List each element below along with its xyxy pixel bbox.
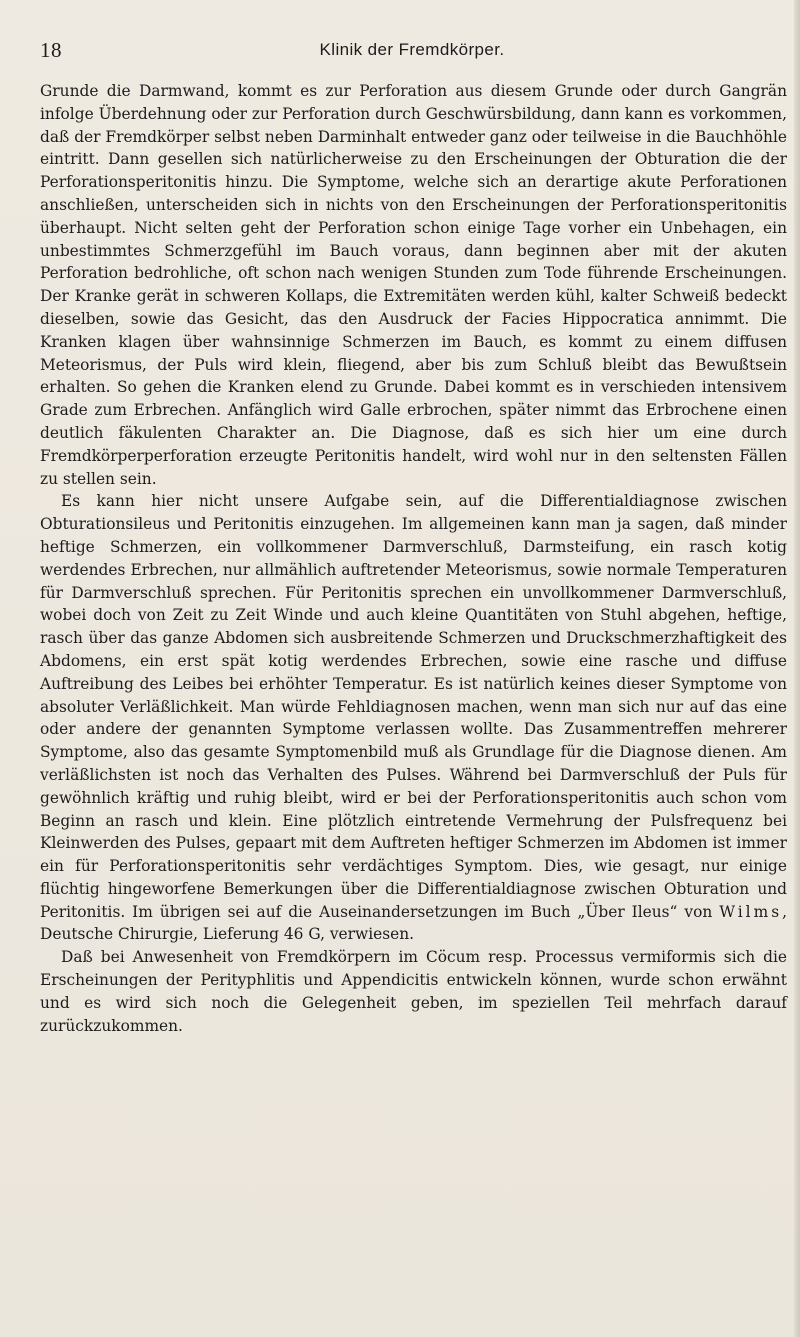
author-name: Wilms [719,902,783,921]
running-head [40,38,784,68]
body-text [40,80,787,1037]
paragraph-2-tail: , Deutsche Chirurgie, Lieferung 46 G, verwiesen. [40,902,787,944]
paragraph-3: Daß bei Anwesenheit von Fremdkörpern im Cöcum resp. Processus vermiformis sich die Erscheinungen der Perityphlitis und Appendicitis entwickeln können, wurde schon erwähnt und es wird sich noch die Gelegenheit geben, im speziellen Teil mehrfach darauf zurückzukommen. [40,948,787,1035]
paragraph-1: Grunde die Darmwand, kommt es zur Perforation aus diesem Grunde oder durch Gangrän infolge Überdehnung oder zur Perforation durch Geschwürsbildung, dann kann es vorkommen, daß der Fremdkörper selbst neben Darminhalt entweder ganz oder teilweise in die Bauchhöhle eintritt. Dann gesellen sich natürlicherweise zu den Erscheinungen der Obturation die der Perforationsperitonitis hinzu. Die Symptome, welche sich an derartige akute Perforationen anschließen, unterscheiden sich in nichts von den Erscheinungen der Perforationsperitonitis überhaupt. Nicht selten geht der Perforation schon einige Tage vorher ein Unbehagen, ein unbestimmtes Schmerzgefühl im Bauch voraus, dann beginnen aber mit der akuten Perforation bedrohliche, oft schon nach wenigen Stunden zum Tode führende Erscheinungen. Der Kranke gerät in schweren Kollaps, die Extremitäten werden kühl, kalter Schweiß bedeckt dieselben, sowie das Gesicht, das den Ausdruck der Facies Hippocratica annimmt. Die Kranken klagen über wahnsinnige Schmerzen im Bauch, es kommt zu einem diffusen Meteorismus, der Puls wird klein, fliegend, aber bis zum Schluß bleibt das Bewußtsein erhalten. So gehen die Kranken elend zu Grunde. Dabei kommt es in verschieden intensivem Grade zum Erbrechen. Anfänglich wird Galle erbrochen, später nimmt das Erbrochene einen deutlich fäkulenten Charakter an. Die Diagnose, daß es sich hier um eine durch Fremdkörperperforation erzeugte Peritonitis handelt, wird wohl nur in den seltensten Fällen zu stellen sein. [40,82,787,488]
paragraph-2 [40,490,787,946]
running-title: Klinik der Fremdkörper. [319,40,505,59]
paragraph-2-text: Es kann hier nicht unsere Aufgabe sein, auf die Differentialdiagnose zwischen Obturationsileus und Peritonitis einzugehen. Im allgemeinen kann man ja sagen, daß minder heftige Schmerzen, ein vollkommener Darmverschluß, Darmsteifung, ein rasch kotig werdendes Erbrechen, nur allmählich auftretender Meteorismus, sowie normale Temperaturen für Darmverschluß sprechen. Für Peritonitis sprechen ein unvollkommener Darmverschluß, wobei doch von Zeit zu Zeit Winde und auch kleine Quantitäten von Stuhl abgehen, heftige, rasch über das ganze Abdomen sich ausbreitende Schmerzen und Druckschmerzhaftigkeit des Abdomens, ein erst spät kotig werdendes Erbrechen, sowie eine rasche und diffuse Auftreibung des Leibes bei erhöhter Temperatur. Es ist natürlich keines dieser Symptome von absoluter Verläßlichkeit. Man würde Fehldiagnosen machen, wenn man sich nur auf das eine oder andere der genannten Symptome verlassen wollte. Das Zusammentreffen mehrerer Symptome, also das gesamte Symptomenbild muß als Grundlage für die Diagnose dienen. Am verläßlichsten ist noch das Verhalten des Pulses. Während bei Darmverschluß der Puls für gewöhnlich kräftig und ruhig bleibt, wird er bei der Perforationsperitonitis auch schon vom Beginn an rasch und klein. Eine plötzlich eintretende Vermehrung der Pulsfrequenz bei Kleinwerden des Pulses, gepaart mit dem Auftreten heftiger Schmerzen im Abdomen ist immer ein für Perforationsperitonitis sehr verdächtiges Symptom. Dies, wie gesagt, nur einige flüchtig hingeworfene Bemerkungen über die Differentialdiagnose zwischen Obturation und Peritonitis. Im übrigen sei auf die Auseinandersetzungen im Buch „Über Ileus“ von [40,492,787,921]
page-edge [794,0,800,1337]
page-number: 18 [40,38,62,62]
